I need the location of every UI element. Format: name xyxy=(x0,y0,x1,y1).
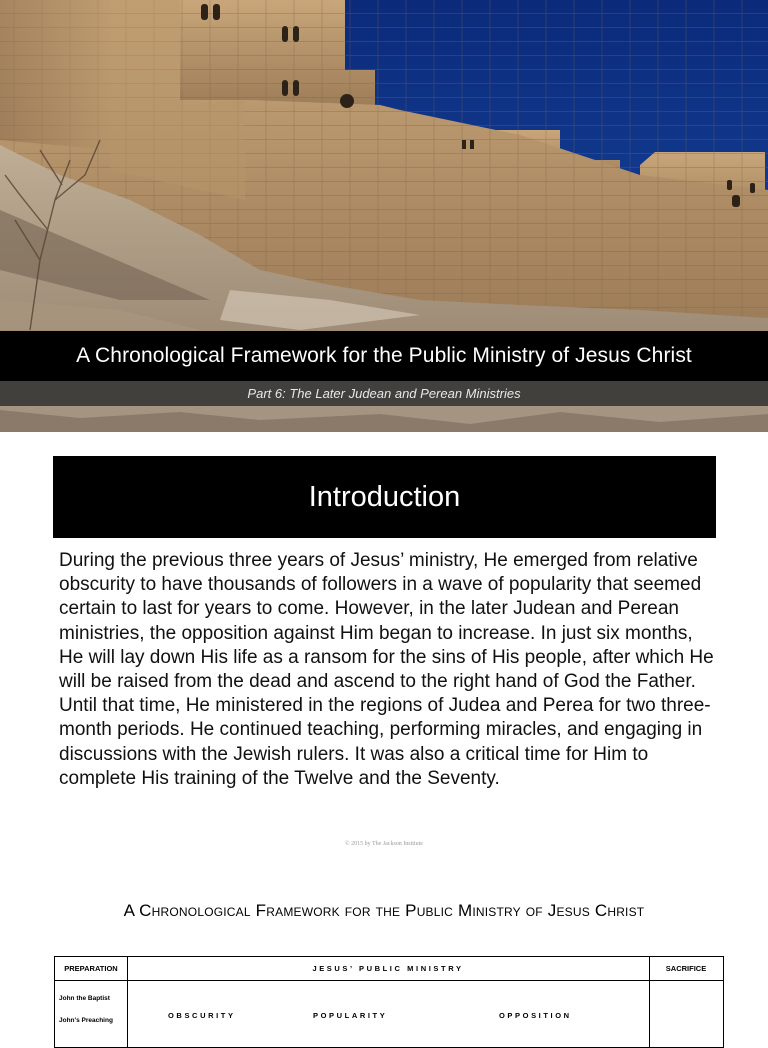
introduction-paragraph: During the previous three years of Jesus’ ministry, He emerged from relative obscurity to have thousands of followers in a wave of popularity that seemed certain to last for years to come. However, in the later Judean and Perean ministries, the opposition against Him began to increase. In just six months, He will lay down His life as a ransom for the sins of His people, after which He will be raised from the dead and ascend to the right hand of God the Father. Until that time, He ministered in the regions of Judea and Perea for two three-month periods. He continued teaching, performing miracles, and engaging in discussions with the Jewish rulers. It was also a critical time for Him to complete His training of the Twelve and the Seventy. xyxy=(59,550,714,789)
hero-subtitle-band xyxy=(0,381,768,406)
hero-photo xyxy=(0,0,768,432)
framework-table xyxy=(54,956,724,1048)
prep-item: John the Baptist xyxy=(59,995,110,1002)
column-public-ministry: JESUS’ PUBLIC MINISTRY xyxy=(312,964,464,973)
prep-item: John's Preaching xyxy=(59,1017,113,1024)
hero-subtitle: Part 6: The Later Judean and Perean Ministries xyxy=(247,386,521,401)
column-sacrifice: SACRIFICE xyxy=(665,964,707,973)
column-preparation: PREPARATION xyxy=(64,964,118,973)
introduction-heading: Introduction xyxy=(308,480,461,513)
hero-title: A Chronological Framework for the Public Ministry of Jesus Christ xyxy=(76,344,692,367)
table-divider xyxy=(55,980,723,981)
hero-title-band xyxy=(0,331,768,381)
introduction-heading-bar xyxy=(53,456,716,538)
framework-heading: A Chronological Framework for the Public Ministry of Jesus Christ xyxy=(123,901,645,920)
copyright-notice: © 2015 by The Jackson Institute xyxy=(345,841,423,847)
phase-opposition: OPPOSITION xyxy=(499,1011,572,1020)
phase-popularity: POPULARITY xyxy=(313,1011,388,1020)
phase-obscurity: OBSCURITY xyxy=(168,1011,236,1020)
